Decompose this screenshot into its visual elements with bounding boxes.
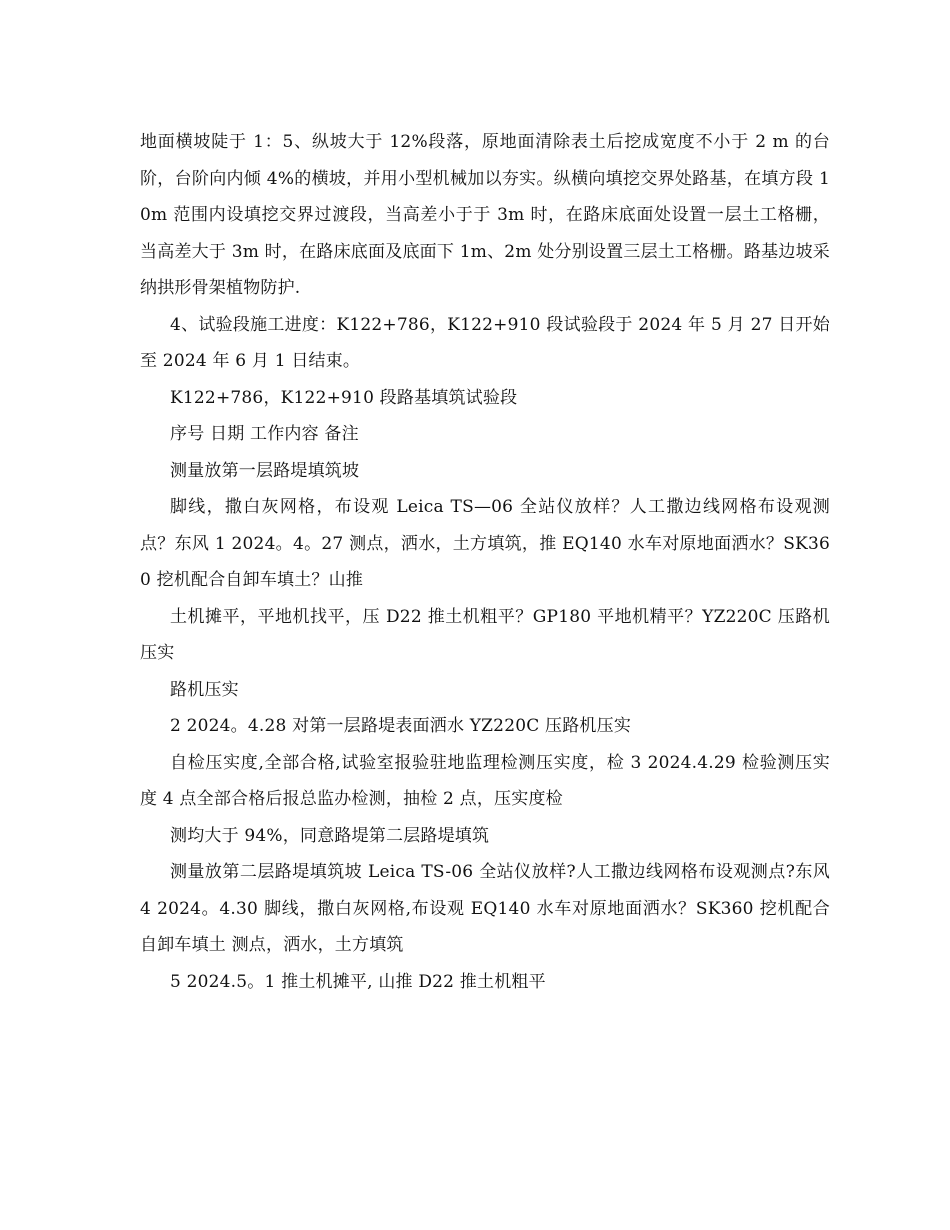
paragraph-schedule: 4、试验段施工进度：K122+786，K122+910 段试验段于 2024 年 5 月 27 日开始至 2024 年 6 月 1 日结束。 [140, 314, 830, 371]
paragraph-row1-d: 路机压实 [170, 679, 239, 700]
paragraph-row3-a: 自检压实度,全部合格,试验室报验驻地监理检测压实度，检 3 2024.4.29 检验测压实度 4 点全部合格后报总监办检测，抽检 2 点，压实度检 [140, 752, 830, 809]
document-body [140, 124, 830, 1000]
paragraph-trial-section-title: K122+786，K122+910 段路基填筑试验段 [170, 387, 518, 408]
paragraph-row1-b: 脚线，撒白灰网格，布设观 Leica TS—06 全站仪放样？人工撒边线网格布设观测点？东风 1 2024。4。27 测点，洒水，土方填筑，推 EQ140 水车对原地面洒水？SK360 挖机配合自卸车填土？山推 [140, 497, 830, 590]
paragraph-table-header: 序号 日期 工作内容 备注 [170, 424, 359, 444]
paragraph-row3-b: 测均大于 94%，同意路堤第二层路堤填筑 [170, 825, 490, 846]
paragraph-subgrade-slope: 地面横坡陡于 1：5、纵坡大于 12%段落，原地面清除表土后挖成宽度不小于 2 m 的台阶，台阶向内倾 4%的横坡，并用小型机械加以夯实。纵横向填挖交界处路基，在填方段 10m 范围内设填挖交界过渡段，当高差小于于 3m 时，在路床底面处设置一层土工格栅，当高差大于 3m 时，在路床底面及底面下 1m、2m 处分别设置三层土工格栅。路基边坡采纳拱形骨架植物防护. [140, 132, 830, 298]
paragraph-row1-a: 测量放第一层路堤填筑坡 [170, 460, 360, 481]
paragraph-row4: 测量放第二层路堤填筑坡 Leica TS-06 全站仪放样?人工撒边线网格布设观测点?东风 4 2024。4.30 脚线，撒白灰网格,布设观 EQ140 水车对原地面洒水？SK360 挖机配合自卸车填土 测点，洒水，土方填筑 [140, 862, 830, 955]
paragraph-row2: 2 2024。4.28 对第一层路堤表面洒水 YZ220C 压路机压实 [170, 716, 632, 736]
paragraph-row5: 5 2024.5。1 推土机摊平, 山推 D22 推土机粗平 [170, 971, 546, 992]
paragraph-row1-c: 土机摊平，平地机找平，压 D22 推土机粗平？GP180 平地机精平？YZ220C 压路机压实 [140, 606, 830, 663]
